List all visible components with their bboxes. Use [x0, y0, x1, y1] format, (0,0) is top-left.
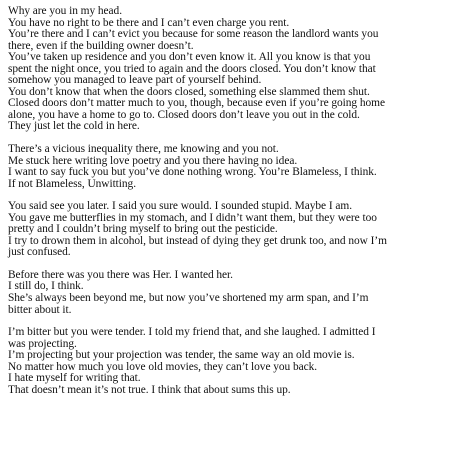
poem-line: was projecting.: [8, 337, 77, 350]
poem-line: You’re there and I can’t evict you because for some reason the landlord wants you: [8, 28, 379, 41]
stanza-1: [8, 6, 470, 133]
poem-line: I try to drown them in alcohol, but instead of dying they get drunk too, and now I’m: [8, 234, 387, 247]
poem-line: Why are you in my head.: [8, 5, 122, 17]
poem-line: just confused.: [8, 246, 71, 259]
poem-line: spent the night once, you tried to again and the doors closed. You don’t know that: [8, 62, 376, 75]
poem-line: You don’t know that when the doors closed, something else slammed them shut.: [8, 85, 370, 98]
poem-line: You said see you later. I said you sure would. I sounded stupid. Maybe I am.: [8, 200, 352, 213]
poem-line: pretty and I couldn’t bring myself to bring out the pesticide.: [8, 223, 278, 236]
poem-line: You’ve taken up residence and you don’t even know it. All you know is that you: [8, 51, 371, 64]
poem-line: alone, you have a home to go to. Closed doors don’t leave you out in the cold.: [8, 108, 360, 121]
stanza-4: [8, 270, 470, 316]
poem-line: That doesn’t mean it’s not true. I think that about sums this up.: [8, 383, 291, 396]
poem-document: [8, 6, 470, 407]
poem-line: If not Blameless, Unwitting.: [8, 177, 136, 190]
poem-line: They just let the cold in here.: [8, 120, 140, 133]
poem-line: I want to say fuck you but you’ve done nothing wrong. You’re Blameless, I think.: [8, 166, 377, 179]
poem-line: somehow you managed to leave part of yourself behind.: [8, 74, 262, 87]
poem-line: I’m projecting but your projection was tender, the same way an old movie is.: [8, 349, 355, 362]
poem-line: No matter how much you love old movies, they can’t love you back.: [8, 360, 318, 373]
poem-line: I still do, I think.: [8, 280, 84, 293]
poem-line: Before there was you there was Her. I wanted her.: [8, 268, 233, 281]
poem-line: Closed doors don’t matter much to you, though, because even if you’re going home: [8, 97, 385, 110]
poem-line: I’m bitter but you were tender. I told my friend that, and she laughed. I admitted I: [8, 326, 376, 339]
poem-line: You gave me butterflies in my stomach, and I didn’t want them, but they were too: [8, 211, 377, 224]
stanza-2: [8, 144, 470, 190]
poem-line: I hate myself for writing that.: [8, 372, 141, 385]
poem-line: Me stuck here writing love poetry and you there having no idea.: [8, 154, 298, 167]
poem-line: She’s always been beyond me, but now you’ve shortened my arm span, and I’m: [8, 292, 369, 305]
stanza-5: [8, 327, 470, 396]
stanza-3: [8, 201, 470, 259]
poem-line: You have no right to be there and I can’t even charge you rent.: [8, 16, 290, 29]
poem-line: there, even if the building owner doesn’t.: [8, 39, 194, 52]
poem-line: There’s a vicious inequality there, me knowing and you not.: [8, 143, 279, 156]
poem-line: bitter about it.: [8, 303, 72, 316]
